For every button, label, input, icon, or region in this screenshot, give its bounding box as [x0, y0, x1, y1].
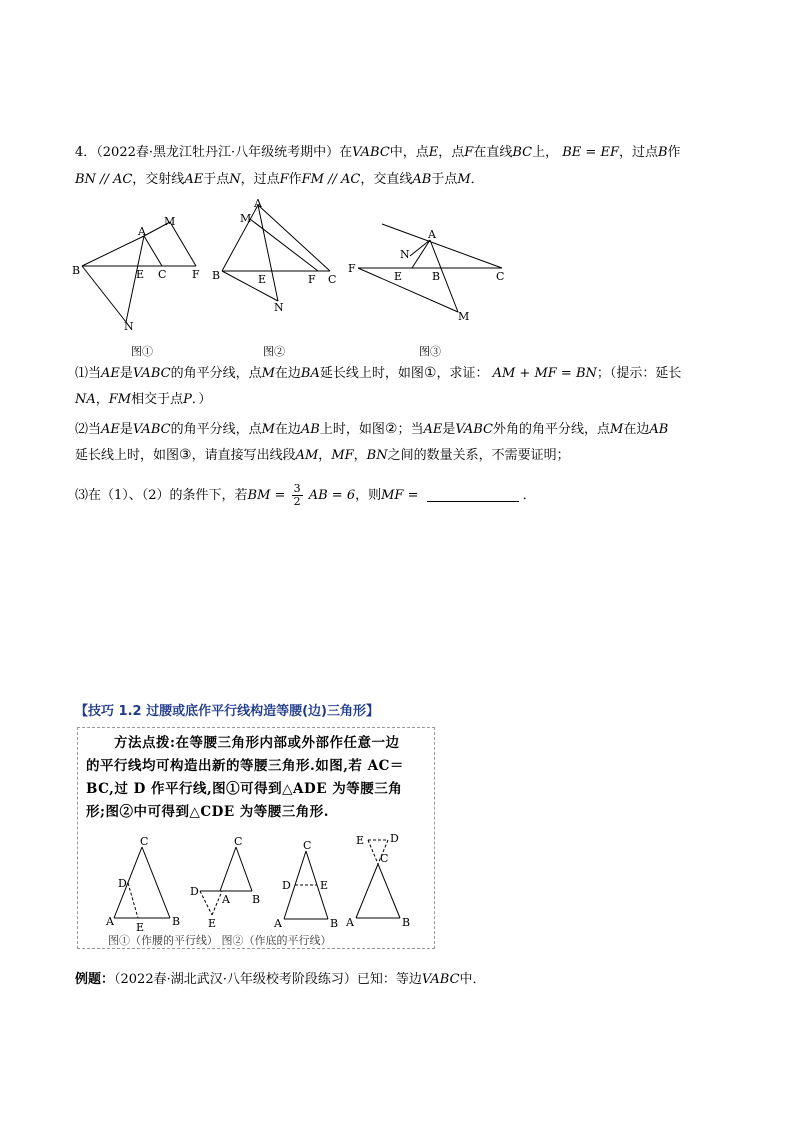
- tip-line-4: 形;图②中可得到△CDE 为等腰三角形.: [86, 804, 330, 820]
- svg-text:C: C: [496, 270, 505, 283]
- figure-1-caption: 图①: [131, 345, 153, 358]
- tip-line-2: 的平行线均可构造出新的等腰三角形.如图,若 AC＝: [86, 758, 404, 774]
- tip-figure-1b: [186, 833, 276, 933]
- svg-text:D: D: [118, 877, 127, 890]
- svg-text:B: B: [432, 270, 441, 283]
- tip-box: [77, 727, 435, 949]
- tip-caption: 图①（作腰的平行线） 图②（作底的平行线）: [108, 934, 332, 947]
- svg-text:E: E: [208, 917, 217, 930]
- question-1-line-1: ⑴当AE是VABC的角平分线，点M在边BA延长线上时，如图①，求证： AM + MF = BN；（提示：延长: [75, 365, 682, 381]
- svg-text:N: N: [400, 248, 410, 261]
- svg-text:A: A: [428, 228, 436, 241]
- svg-text:F: F: [348, 262, 356, 275]
- figure-1: [68, 198, 208, 338]
- svg-text:M: M: [458, 310, 470, 323]
- svg-text:A: A: [254, 197, 262, 210]
- svg-text:A: A: [222, 893, 230, 906]
- question-2-line-2: 延长线上时，如图③，请直接写出线段AM，MF，BN之间的数量关系，不需要证明；: [75, 447, 570, 463]
- svg-text:C: C: [140, 835, 149, 848]
- tip-text: [86, 732, 431, 824]
- svg-text:D: D: [190, 885, 199, 898]
- svg-text:C: C: [328, 273, 337, 286]
- svg-text:B: B: [252, 893, 261, 906]
- svg-text:E: E: [394, 270, 403, 283]
- svg-text:F: F: [192, 268, 200, 281]
- svg-text:M: M: [164, 215, 176, 228]
- problem-line-2: BN // AC，交射线AE于点N，过点F作FM // AC，交直线AB于点M．: [75, 172, 484, 187]
- example-line: 例题：（2022春·湖北武汉·八年级校考阶段练习）已知：等边VABC中．: [75, 972, 486, 987]
- figure-2-caption: 图②: [263, 345, 285, 358]
- svg-text:C: C: [234, 835, 243, 848]
- tip-line-3: BC,过 D 作平行线,图①可得到△ADE 为等腰三角: [86, 781, 403, 797]
- svg-text:N: N: [124, 320, 134, 333]
- question-1-line-2: NA，FM相交于点P．）: [75, 392, 212, 407]
- svg-text:A: A: [138, 225, 146, 238]
- tip-line-1: 方法点拨:在等腰三角形内部或外部作任意一边: [114, 735, 400, 751]
- svg-text:B: B: [72, 264, 81, 277]
- svg-text:E: E: [136, 921, 145, 934]
- svg-text:E: E: [258, 273, 267, 286]
- fraction-three-halves: $\frac{3}{2}$: [293, 482, 301, 508]
- svg-text:M: M: [240, 212, 252, 225]
- question-2-line-1: ⑵当AE是VABC的角平分线，点M在边AB上时，如图②；当AE是VABC外角的角平分线，点M在边AB: [75, 421, 669, 437]
- svg-text:D: D: [282, 879, 291, 892]
- svg-text:A: A: [106, 915, 114, 928]
- svg-text:E: E: [356, 834, 365, 847]
- figure-3-caption: 图③: [419, 345, 441, 358]
- svg-text:A: A: [346, 916, 354, 929]
- section-title: 【技巧 1.2 过腰或底作平行线构造等腰(边)三角形】: [75, 704, 379, 719]
- svg-text:A: A: [274, 917, 282, 930]
- svg-text:B: B: [330, 917, 339, 930]
- svg-text:B: B: [212, 269, 221, 282]
- answer-blank[interactable]: [427, 487, 519, 502]
- svg-text:B: B: [172, 915, 181, 928]
- figure-3: [340, 220, 520, 330]
- tip-figure-2b: [342, 828, 432, 933]
- svg-text:C: C: [380, 852, 389, 865]
- question-3: ⑶在（1）、（2）的条件下，若BM = $\frac{3}{2}$ AB = 6，则MF = ．: [75, 482, 536, 508]
- problem-line-1: 4．（2022春·黑龙江牡丹江·八年级统考期中）在VABC中，点E，点F在直线BC上， BE = EF，过点B作: [75, 145, 681, 160]
- svg-text:E: E: [320, 879, 329, 892]
- svg-text:F: F: [308, 273, 316, 286]
- svg-text:N: N: [274, 301, 284, 314]
- tip-figure-1a: [98, 833, 188, 933]
- svg-text:C: C: [303, 839, 312, 852]
- svg-text:C: C: [158, 268, 167, 281]
- svg-text:B: B: [402, 916, 411, 929]
- svg-text:E: E: [136, 268, 145, 281]
- figure-2: [208, 195, 348, 320]
- svg-text:D: D: [390, 832, 399, 845]
